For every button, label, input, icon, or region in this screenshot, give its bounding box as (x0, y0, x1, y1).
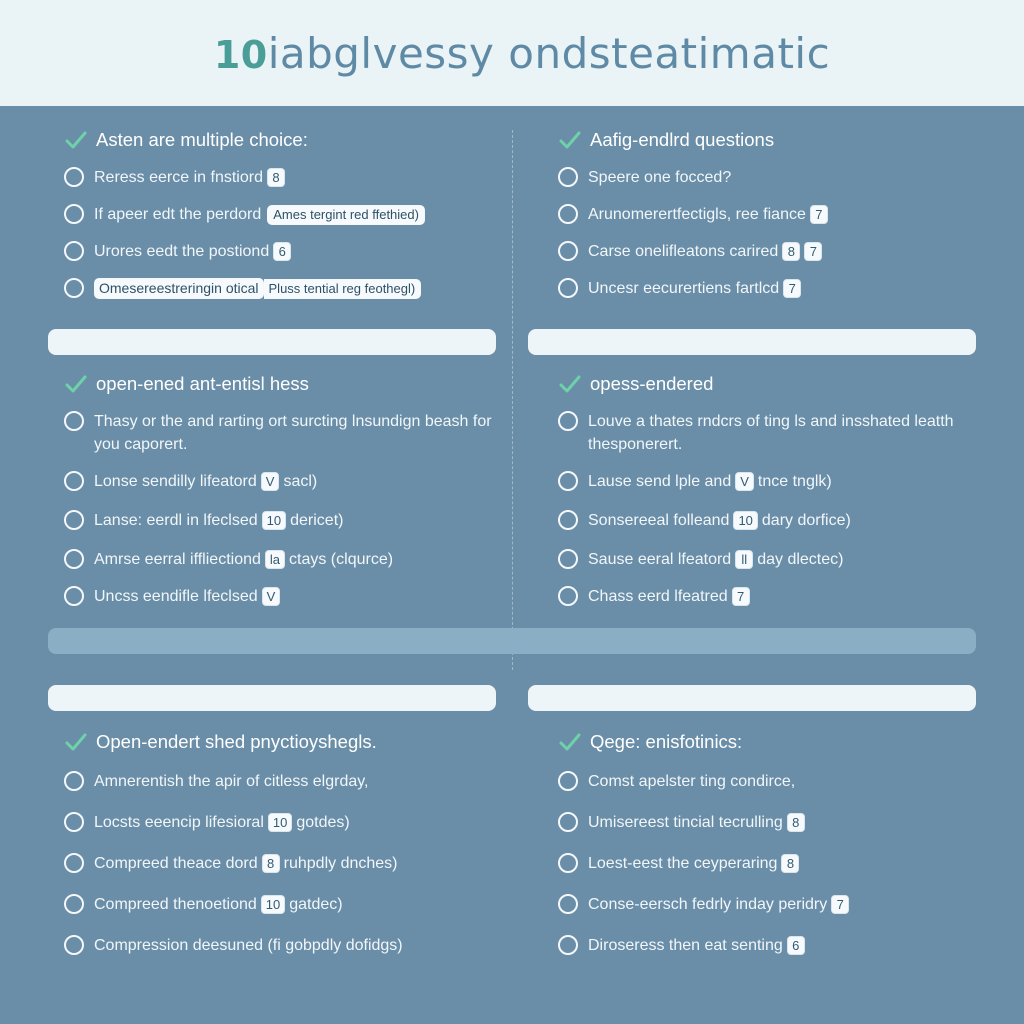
radio-circle-icon[interactable] (558, 167, 578, 187)
section-multiple-choice (64, 128, 504, 314)
radio-circle-icon[interactable] (558, 278, 578, 298)
option-item[interactable] (64, 203, 504, 226)
section-open-ended-left (64, 372, 504, 622)
option-label: Speere one focced? (588, 169, 732, 186)
option-label: Comst apelster ting condirce, (588, 773, 796, 790)
number-badge: 8 (781, 854, 799, 873)
divider-bar-left-1 (48, 329, 496, 355)
number-badge: 10 (261, 895, 285, 914)
radio-circle-icon[interactable] (64, 935, 84, 955)
option-label: Chass eerd lfeatred 7 (588, 585, 998, 608)
option-label: Lause send lple and V tnce tnglk) (588, 473, 832, 490)
number-badge: V (735, 472, 754, 491)
radio-circle-icon[interactable] (64, 771, 84, 791)
radio-circle-icon[interactable] (558, 935, 578, 955)
section-title: Aafig-endlrd questions (590, 129, 775, 150)
option-label: Loest-eest the ceyperaring 8 (588, 852, 998, 875)
option-label: Amnerentish the apir of citless elgrday, (94, 773, 369, 790)
section-heading (64, 730, 504, 754)
radio-circle-icon[interactable] (558, 812, 578, 832)
option-label: Compreed thenoetiond 10 gatdec) (94, 896, 343, 913)
section-heading (64, 128, 504, 152)
option-item[interactable] (64, 240, 504, 263)
radio-circle-icon[interactable] (64, 894, 84, 914)
option-item[interactable] (64, 934, 504, 957)
radio-circle-icon[interactable] (64, 204, 84, 224)
number-badge: 8 (787, 813, 805, 832)
option-item[interactable] (558, 893, 998, 916)
radio-circle-icon[interactable] (558, 510, 578, 530)
option-item[interactable] (558, 770, 998, 793)
number-badge: 10 (262, 511, 286, 530)
number-badge: 10 (733, 511, 757, 530)
section-heading (558, 372, 998, 396)
option-label (94, 277, 504, 300)
number-badge: 6 (273, 242, 291, 261)
number-badge: ll (735, 550, 753, 569)
radio-circle-icon[interactable] (558, 241, 578, 261)
option-label: Diroseress then eat senting 6 (588, 934, 998, 957)
section-open-ended-psychology (64, 730, 504, 971)
option-item[interactable] (64, 585, 504, 608)
radio-circle-icon[interactable] (558, 894, 578, 914)
option-item[interactable] (558, 852, 998, 875)
option-item[interactable] (558, 410, 998, 456)
number-badge: 6 (787, 936, 805, 955)
radio-circle-icon[interactable] (558, 204, 578, 224)
section-heading (558, 128, 998, 152)
option-item[interactable] (558, 470, 998, 493)
option-label: Reress eerce in fnstiord 8 (94, 166, 504, 189)
section-qege (558, 730, 998, 971)
option-label: Thasy or the and rarting ort surcting lnsundign beash for you caporert. (94, 413, 492, 453)
option-item[interactable] (558, 548, 998, 571)
option-item[interactable] (64, 852, 504, 875)
number-badge: 8 (262, 854, 280, 873)
option-item[interactable] (64, 548, 504, 571)
option-label: If apeer edt the perdord Ames tergint red ffethied) (94, 203, 504, 226)
section-heading (64, 372, 504, 396)
page-header (0, 0, 1024, 106)
option-label: Lonse sendilly lifeatord V sacl) (94, 473, 318, 490)
option-item[interactable] (64, 277, 504, 300)
check-icon (558, 372, 582, 396)
radio-circle-icon[interactable] (558, 586, 578, 606)
option-label: Uncss eendifle lfeclsed V (94, 585, 504, 608)
option-label: Compreed theace dord 8 ruhpdly dnches) (94, 855, 398, 872)
section-open-ended-right (558, 372, 998, 622)
option-pill: Pluss tential reg feothegl) (264, 279, 422, 299)
option-item[interactable] (64, 811, 504, 834)
number-badge: 7 (831, 895, 849, 914)
option-item[interactable] (558, 585, 998, 608)
option-label: Locsts eeencip lifesioral 10 gotdes) (94, 814, 350, 831)
number-badge: la (265, 550, 285, 569)
option-item[interactable] (558, 166, 998, 189)
option-label: Urores eedt the postiond 6 (94, 240, 504, 263)
radio-circle-icon[interactable] (64, 167, 84, 187)
option-item[interactable] (558, 811, 998, 834)
number-badge: V (261, 472, 280, 491)
option-item[interactable] (64, 470, 504, 493)
radio-circle-icon[interactable] (64, 471, 84, 491)
page-title (214, 29, 830, 78)
option-label: Compression deesuned (fi gobpdly dofidgs) (94, 937, 403, 954)
section-open-ended-questions (558, 128, 998, 314)
number-badge: 7 (732, 587, 750, 606)
divider-bar-right-1 (528, 329, 976, 355)
option-item[interactable] (64, 166, 504, 189)
divider-bar-left-2 (48, 685, 496, 711)
number-badge: 8 (267, 168, 285, 187)
option-label: Louve a thates rndcrs of ting ls and insshated leatth thesponerert. (588, 413, 954, 453)
divider-bar-right-2 (528, 685, 976, 711)
check-icon (558, 128, 582, 152)
option-item[interactable] (558, 203, 998, 226)
check-icon (558, 730, 582, 754)
option-boxed-text: Omesereestreringin otical (94, 278, 264, 299)
divider-bar-wide (48, 628, 976, 654)
radio-circle-icon[interactable] (64, 812, 84, 832)
radio-circle-icon[interactable] (558, 853, 578, 873)
option-item[interactable] (558, 277, 998, 300)
number-badge: 7 (804, 242, 822, 261)
option-item[interactable] (64, 509, 504, 532)
title-text: iabglvessy ondsteatimatic (267, 28, 831, 78)
option-label: Conse-eersch fedrly inday peridry 7 (588, 893, 998, 916)
number-badge: 8 (782, 242, 800, 261)
option-item[interactable] (558, 240, 998, 263)
radio-circle-icon[interactable] (558, 771, 578, 791)
section-title: Qege: enisfotinics: (590, 731, 743, 752)
section-title: opess-endered (590, 373, 714, 394)
radio-circle-icon[interactable] (64, 549, 84, 569)
section-title: open-ened ant-entisl hess (96, 373, 309, 394)
radio-circle-icon[interactable] (558, 549, 578, 569)
option-label: Sonsereeal folleand 10 dary dorfice) (588, 512, 851, 529)
radio-circle-icon[interactable] (64, 241, 84, 261)
number-badge: 10 (268, 813, 292, 832)
option-label: Sause eeral lfeatord ll day dlectec) (588, 551, 844, 568)
option-pill: Ames tergint red ffethied) (267, 205, 425, 225)
column-divider (512, 130, 513, 670)
radio-circle-icon[interactable] (64, 510, 84, 530)
section-title: Open-endert shed pnyctioyshegls. (96, 731, 377, 752)
title-number: 10 (213, 32, 268, 77)
option-item[interactable] (558, 934, 998, 957)
option-item[interactable] (558, 509, 998, 532)
option-item[interactable] (64, 893, 504, 916)
option-item[interactable] (64, 770, 504, 793)
number-badge: V (262, 587, 281, 606)
check-icon (64, 372, 88, 396)
option-item[interactable] (64, 410, 504, 456)
section-heading (558, 730, 998, 754)
option-label: Uncesr eecurertiens fartlcd 7 (588, 277, 998, 300)
check-icon (64, 128, 88, 152)
check-icon (64, 730, 88, 754)
radio-circle-icon[interactable] (558, 471, 578, 491)
radio-circle-icon[interactable] (64, 278, 84, 298)
radio-circle-icon[interactable] (558, 411, 578, 431)
option-label: Umisereest tincial tecrulling 8 (588, 811, 998, 834)
radio-circle-icon[interactable] (64, 853, 84, 873)
section-title: Asten are multiple choice: (96, 129, 308, 150)
option-label: Amrse eerral iffliectiond la ctays (clqurce) (94, 551, 394, 568)
radio-circle-icon[interactable] (64, 586, 84, 606)
number-badge: 7 (783, 279, 801, 298)
number-badge: 7 (810, 205, 828, 224)
option-label: Lanse: eerdl in lfeclsed 10 dericet) (94, 512, 344, 529)
option-label: Carse onelifleatons carired 8 7 (588, 240, 998, 263)
option-label: Arunomerertfectigls, ree fiance 7 (588, 203, 998, 226)
radio-circle-icon[interactable] (64, 411, 84, 431)
